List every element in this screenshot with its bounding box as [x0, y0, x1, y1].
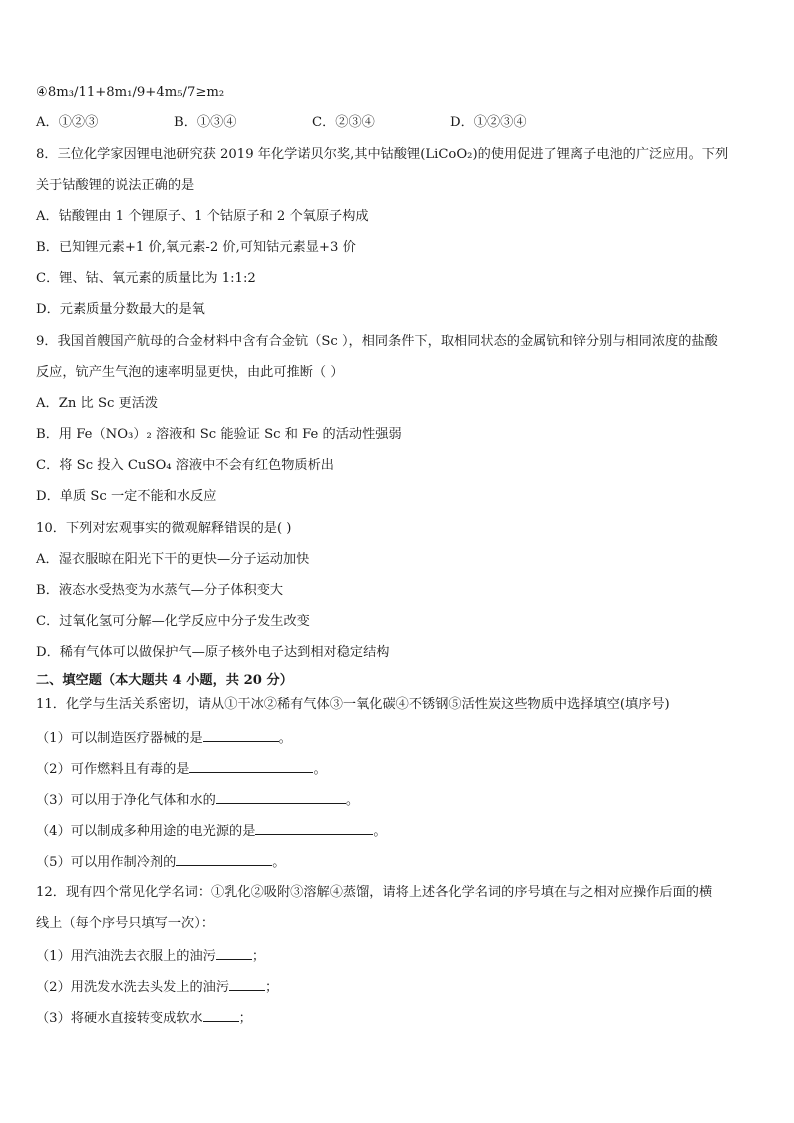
section-heading: 二、填空题（本大题共 4 小题，共 20 分） — [36, 673, 293, 688]
q11-part-2-end: 。 — [313, 762, 327, 777]
q9-option-c: C．将 Sc 投入 CuSO₄ 溶液中不会有红色物质析出 — [36, 458, 334, 473]
q7-options — [36, 114, 527, 132]
q8-option-b: B．已知锂元素+1 价,氧元素-2 价,可知钴元素显+3 价 — [36, 240, 356, 255]
q10-option-c: C．过氧化氢可分解—化学反应中分子发生改变 — [36, 614, 310, 629]
answer-blank[interactable] — [189, 759, 313, 773]
q12-part-3 — [36, 1008, 252, 1028]
q11-part-5-end: 。 — [272, 855, 286, 870]
answer-blank[interactable] — [203, 728, 279, 742]
q8-stem-line2: 关于钴酸锂的说法正确的是 — [36, 178, 195, 193]
q11-part-4 — [36, 821, 387, 841]
q9-stem-line1: 9．我国首艘国产航母的合金材料中含有合金钪（Sc ），相同条件下，取相同状态的金属钪和锌分别与相同浓度的盐酸 — [36, 334, 718, 349]
q11-stem: 11．化学与生活关系密切，请从①干冰②稀有气体③一氧化碳④不锈钢⑤活性炭这些物质中选择填空(填序号) — [36, 697, 670, 712]
q11-part-3-text: （3）可以用于净化气体和水的 — [36, 793, 216, 808]
q12-part-1-text: （1）用汽油洗去衣服上的油污 — [36, 949, 216, 964]
q12-part-1 — [36, 946, 265, 966]
q12-part-2-text: （2）用洗发水洗去头发上的油污 — [36, 980, 230, 995]
answer-blank[interactable] — [255, 821, 373, 835]
q8-option-c: C．锂、钴、氧元素的质量比为 1:1:2 — [36, 271, 256, 286]
q7-option-d: D．①②③④ — [450, 115, 527, 130]
q11-part-3 — [36, 790, 359, 810]
q12-part-3-end: ； — [238, 1011, 252, 1026]
q11-part-1-end: 。 — [278, 731, 292, 746]
answer-blank[interactable] — [176, 852, 272, 866]
q11-part-5-text: （5）可以用作制冷剂的 — [36, 855, 177, 870]
q12-part-2 — [36, 977, 278, 997]
q9-stem-line2: 反应，钪产生气泡的速率明显更快，由此可推断（ ） — [36, 365, 344, 380]
q11-part-2-text: （2）可作燃料且有毒的是 — [36, 762, 190, 777]
q12-stem-line2: 线上（每个序号只填写一次）： — [36, 916, 215, 931]
q12-part-3-text: （3）将硬水直接转变成软水 — [36, 1011, 203, 1026]
q11-part-2 — [36, 759, 327, 779]
q7-option-a: A．①②③ — [36, 115, 99, 130]
answer-blank[interactable] — [203, 1008, 239, 1022]
q8-option-d: D．元素质量分数最大的是氧 — [36, 302, 205, 317]
answer-blank[interactable] — [216, 790, 346, 804]
q7-option-b: B．①③④ — [174, 115, 237, 130]
q11-part-4-end: 。 — [373, 824, 387, 839]
q7-item-4: ④8m₃/11+8m₁/9+4m₅/7≥m₂ — [36, 85, 225, 100]
q10-stem: 10．下列对宏观事实的微观解释错误的是( ) — [36, 521, 292, 536]
answer-blank[interactable] — [229, 977, 265, 991]
q10-option-a: A．湿衣服晾在阳光下干的更快—分子运动加快 — [36, 552, 310, 567]
q12-part-2-end: ； — [265, 980, 279, 995]
q11-part-4-text: （4）可以制成多种用途的电光源的是 — [36, 824, 256, 839]
q10-option-b: B．液态水受热变为水蒸气—分子体积变大 — [36, 583, 284, 598]
q11-part-3-end: 。 — [345, 793, 360, 808]
q9-option-b: B．用 Fe（NO₃）₂ 溶液和 Sc 能验证 Sc 和 Fe 的活动性强弱 — [36, 427, 402, 442]
q12-stem-line1: 12．现有四个常见化学名词：①乳化②吸附③溶解④蒸馏，请将上述各化学名词的序号填在与之相对应操作后面的横 — [36, 885, 713, 900]
q9-option-a: A．Zn 比 Sc 更活泼 — [36, 396, 159, 411]
q8-option-a: A．钴酸锂由 1 个锂原子、1 个钴原子和 2 个氧原子构成 — [36, 209, 369, 224]
q12-part-1-end: ； — [251, 949, 266, 964]
q10-option-d: D．稀有气体可以做保护气—原子核外电子达到相对稳定结构 — [36, 645, 390, 660]
q7-option-c: C．②③④ — [312, 115, 375, 130]
q11-part-5 — [36, 852, 285, 872]
q11-part-1-text: （1）可以制造医疗器械的是 — [36, 731, 203, 746]
answer-blank[interactable] — [216, 946, 252, 960]
q8-stem-line1: 8．三位化学家因锂电池研究获 2019 年化学诺贝尔奖,其中钴酸锂(LiCoO₂)的使用促进了锂离子电池的广泛应用。下列 — [36, 147, 729, 162]
q11-part-1 — [36, 728, 292, 748]
q9-option-d: D．单质 Sc 一定不能和水反应 — [36, 489, 217, 504]
